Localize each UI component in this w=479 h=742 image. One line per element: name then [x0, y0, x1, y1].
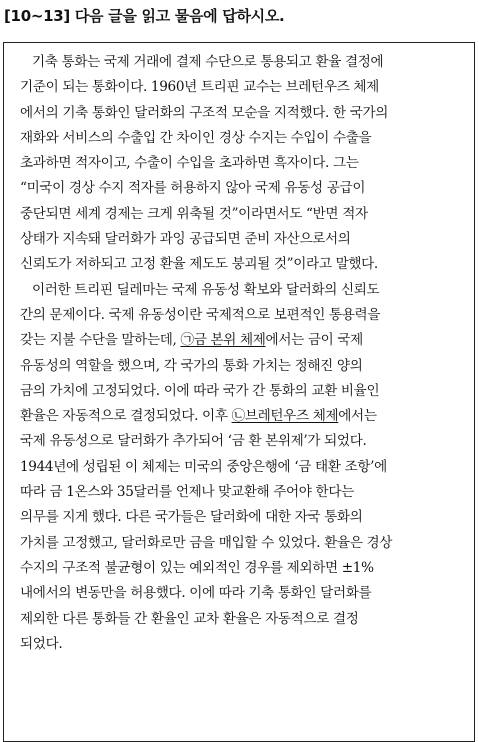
- passage-line: 이러한 트리핀 딜레마는 국제 유동성 확보와 달러화의 신뢰도: [32, 281, 380, 298]
- passage-line-segment: 환율은 자동적으로 결정되었다. 이후: [20, 408, 232, 425]
- passage-line: 가치를 고정했고, 달러화로만 금을 매입할 수 있었다. 환율은 경상: [20, 534, 393, 551]
- passage-line: 의무를 지게 했다. 다른 국가들은 달러화에 대한 자국 통화의: [20, 509, 363, 526]
- passage-line-segment: 에서는 금이 국제: [265, 332, 363, 349]
- underlined-term-bretton-woods: ㉡브레턴우즈 체제: [231, 408, 339, 425]
- passage-line: 1944년에 성립된 이 체제는 미국의 중앙은행에 ‘금 태환 조항’에: [20, 458, 387, 475]
- passage-line: 에서의 기축 통화인 달러화의 구조적 모순을 지적했다. 한 국가의: [20, 104, 389, 121]
- underlined-term-gold-standard: ㉠금 본위 체제: [180, 332, 266, 349]
- passage-line: 기축 통화는 국제 거래에 결제 수단으로 통용되고 환율 결정에: [32, 54, 384, 70]
- passage-line-segment: 에서는: [338, 408, 377, 425]
- question-heading: [10~13] 다음 글을 읽고 물음에 답하시오.: [4, 7, 285, 25]
- passage-line: 되었다.: [20, 635, 63, 652]
- passage-line: 국제 유동성으로 달러화가 추가되어 ‘금 환 본위제’가 되었다.: [20, 433, 367, 450]
- passage-line: 따라 금 1온스와 35달러를 언제나 맞교환해 주어야 한다는: [20, 484, 354, 501]
- passage-line: 제외한 다른 통화들 간 환율인 교차 환율은 자동적으로 결정: [20, 610, 359, 627]
- passage-line: 신뢰도가 저하되고 고정 환율 제도도 붕괴될 것”이라고 말했다.: [20, 256, 378, 273]
- passage-line: 유동성의 역할을 했으며, 각 국가의 통화 가치는 정해진 양의: [20, 357, 363, 374]
- passage-line: “미국이 경상 수지 적자를 허용하지 않아 국제 유동성 공급이: [20, 180, 366, 197]
- passage-text: [20, 50, 450, 657]
- passage-line: 기준이 되는 통화이다. 1960년 트리핀 교수는 브레턴우즈 체제: [20, 79, 379, 96]
- passage-line: 상태가 지속돼 달러화가 과잉 공급되면 준비 자산으로서의: [20, 231, 351, 248]
- passage-line: [20, 404, 450, 429]
- passage-line: 중단되면 세계 경제는 크게 위축될 것”이라면서도 “반면 적자: [20, 205, 368, 222]
- passage-line: [20, 328, 450, 353]
- passage-line: 금의 가치에 고정되었다. 이에 따라 국가 간 통화의 교환 비율인: [20, 382, 380, 399]
- passage-line: 내에서의 변동만을 허용했다. 이에 따라 기축 통화인 달러화를: [20, 585, 372, 602]
- passage-line: 간의 문제이다. 국제 유동성이란 국제적으로 보편적인 통용력을: [20, 306, 381, 323]
- passage-line-segment: 갖는 지불 수단을 말하는데,: [20, 332, 181, 349]
- passage-line: 수지의 구조적 불균형이 있는 예외적인 경우를 제외하면 ±1%: [20, 559, 374, 576]
- passage-line: 초과하면 적자이고, 수출이 수입을 초과하면 흑자이다. 그는: [20, 155, 359, 172]
- passage-line: 재화와 서비스의 수출입 간 차이인 경상 수지는 수입이 수출을: [20, 129, 372, 146]
